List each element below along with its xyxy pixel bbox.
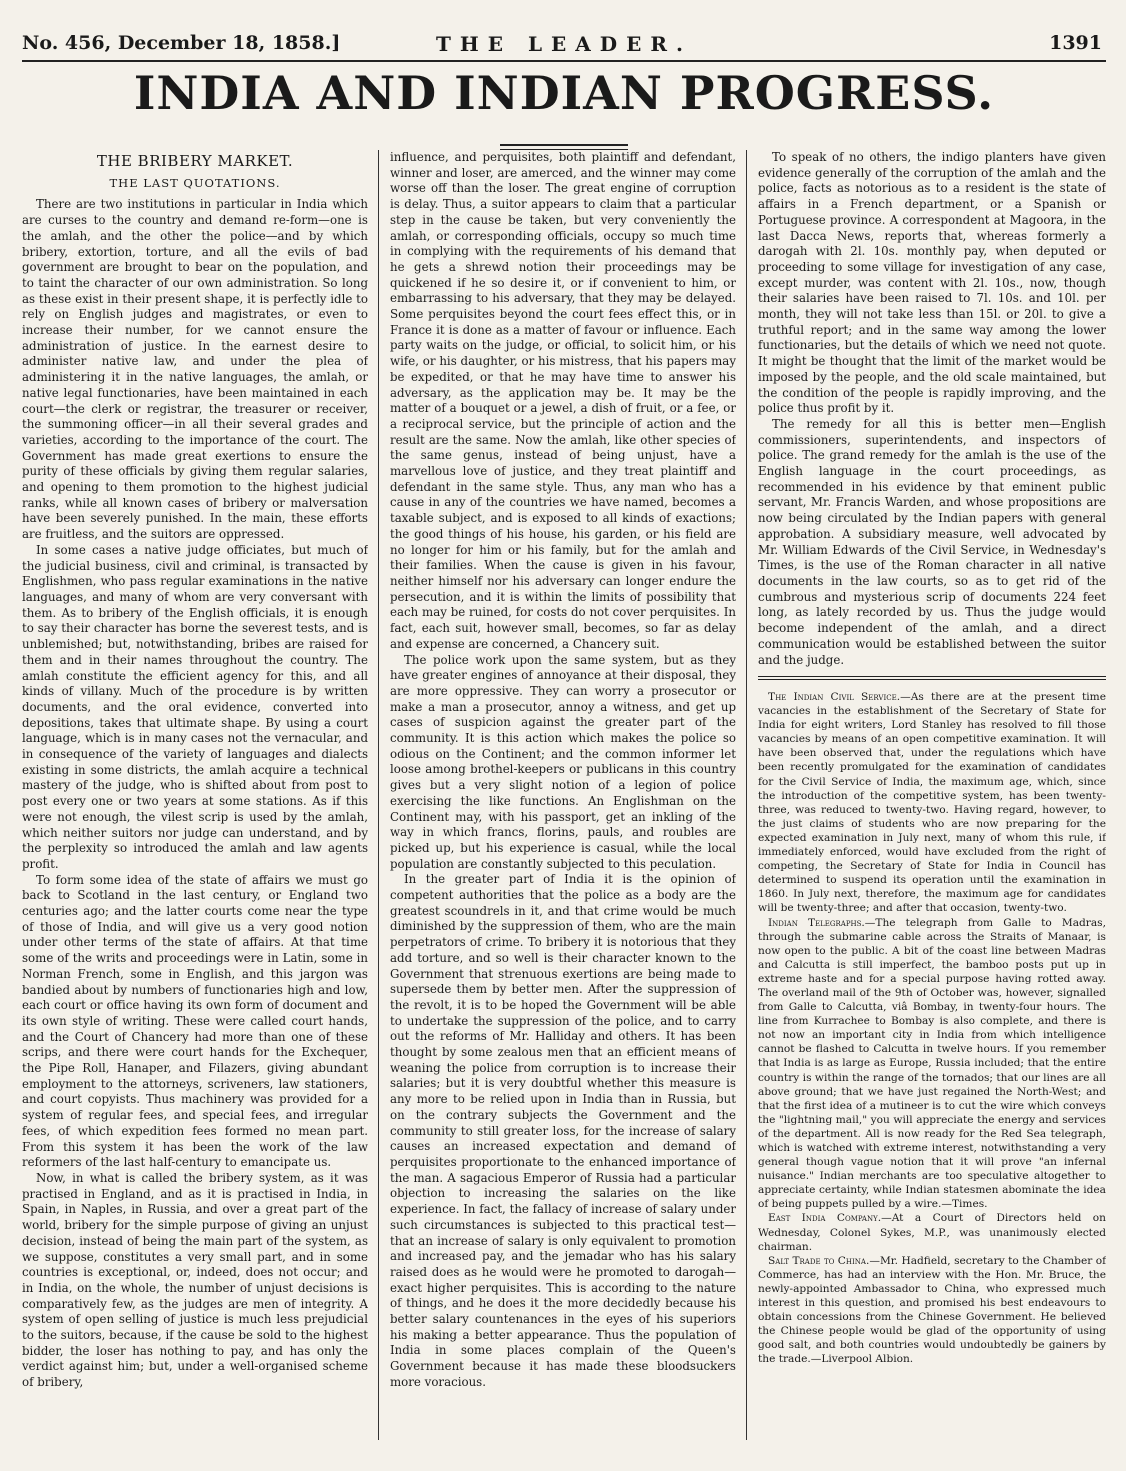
news-body: —The telegraph from Galle to Madras, through the submarine cable across the Straits of Manaar, is now open to the public. A bit of the coast line between Madras and Calcutta is still imperfect, the bamboo posts put up in extreme haste and for a special purpose having rotted away. The overland mail of the 9th of October was, however, signalled from Galle to Calcutta, viâ Bombay, in twenty-four hours. The line from Kurrachee to Bombay is also complete, and there is not now an important city in India from which intelligence cannot be flashed to Calcutta in twelve hours. If you remember that India is as large as Europe, Russia included; that the entire country is within the range of the tornados; that our lines are all above ground; that we have just regained the North-West; and that the first idea of a mutineer is to cut the wire which conveys the "lightning mail," you will appreciate the energy and services of the department. All is now ready for the Red Sea telegraph, which is watched with extreme interest, notwithstanding a very general though vague notion that it will prove "an infernal nuisance." Indian merchants are too speculative altogether to appreciate certainty, while Indian statesmen abominate the idea of being puppets pulled by a wire.—Times. (758, 916, 1106, 1211)
paragraph: To speak of no others, the indigo planters have given evidence generally of the corruption of the amlah and the police, facts as notorious as to a resident is the state of affairs in a French department, or a Spanish or Portuguese province. A correspondent at Magoora, in the last Dacca News, reports that, whereas formerly a darogah with 2l. 10s. monthly pay, when deputed or proceeding to some village for investigation of any case, except murder, was content with 2l. 10s., now, though their salaries have been raised to 7l. 10s. and 10l. per month, they will not take less than 15l. or 20l. to give a truthful report; and in the same way among the lower functionaries, but the details of which we need not quote. It might be thought that the limit of the market would be imposed by the people, and the old scale maintained, but the condition of the people is rapidly improving, and the police thus profit by it. (758, 150, 1106, 416)
paragraph: There are two institutions in particular in India which are curses to the country and demand re-form—one is the amlah, and the other the police—and by which bribery, extortion, torture, and all the evils of bad government are brought to bear on the population, and to taint the character of our own administration. So long as these exist in their present shape, it is perfectly idle to rely on English judges and magistrates, or even to increase their number, for we cannot ensure the administration of justice. In the earnest desire to administer native law, and under the plea of administering it in the native languages, the amlah, or native legal functionaries, have been maintained in each court—the clerk or registrar, the treasurer or receiver, the summoning officer—in all their several grades and varieties, according to the importance of the court. The Government has made great exertions to ensure the purity of these officials by giving them regular salaries, and opening to them promotion to the highest judicial ranks, while all known cases of bribery or malversation have been severely punished. In the main, these efforts are fruitless, and the suitors are oppressed. (22, 197, 368, 542)
article-continuation (758, 150, 1106, 670)
article-columns (22, 150, 1106, 1450)
news-heading: The Indian Civil Service. (768, 691, 901, 703)
paragraph: In some cases a native judge officiates, but much of the judicial business, civil and criminal, is transacted by Englishmen, who pass regular examinations in the native languages, and many of whom are very conversant with them. As to bribery of the English officials, it is enough to say their character has borne the severest tests, and is unblemished; but, notwithstanding, bribes are raised for them and in their names throughout the country. The amlah constitute the efficient agency for this, and all kinds of villany. Much of the procedure is by written documents, and the oral evidence, converted into depositions, takes that ultimate shape. By using a court language, which is in many cases not the vernacular, and in consequence of the variety of languages and dialects existing in some districts, the amlah acquire a technical mastery of the judge, who is shifted about from post to post every one or two years at some stations. As if this were not enough, the vilest scrip is used by the amlah, which neither suitors nor judge can understand, and by the perplexity so introduced the amlah and law agents profit. (22, 542, 368, 871)
news-heading: Indian Telegraphs. (768, 916, 865, 929)
running-head (22, 30, 1106, 62)
column-rule (378, 150, 379, 1440)
article-subtitle: THE LAST QUOTATIONS. (109, 175, 281, 190)
news-item (758, 916, 1106, 1212)
page-number: 1391 (1049, 32, 1102, 54)
news-body: —As there are at the present time vacancies in the establishment of the Secretary of State for India for eight writers, Lord Stanley has resolved to fill those vacancies by means of an open competitive examination. It will have been observed that, under the regulations which have been recently promulgated for the examination of candidates for the Civil Service of India, the maximum age, which, since the introduction of the competitive system, has been twenty-three, was reduced to twenty-two. Having regard, however, to the just claims of students who are now preparing for the expected examination in July next, many of whom this rule, if immediately enforced, would have excluded from the right of competing, the Secretary of State for India in Council has determined to suspend its operation until the examination in 1860. In July next, therefore, the maximum age for candidates will be twenty-three; and after that occasion, twenty-two. (758, 691, 1106, 915)
section-divider (758, 676, 1106, 680)
paragraph: Now, in what is called the bribery system, as it was practised in England, and as it is practised in India, in Spain, in Naples, in Russia, and over a great part of the world, bribery for the simple purpose of giving an unjust decision, instead of being the main part of the system, as we suppose, constitutes a very small part, and in some countries is exceptional, or, indeed, does not occur; and in India, on the whole, the number of unjust decisions is comparatively few, as the judges are men of integrity. A system of open selling of justice is much less prejudicial to the suitors, because, if the cause be sold to the highest bidder, the loser has nothing to pay, and has only the verdict against him; but, under a well-organised scheme of bribery, (22, 1171, 368, 1390)
column-1 (22, 150, 368, 1450)
paragraph: In the greater part of India it is the opinion of competent authorities that the police as a body are the greatest scoundrels in it, and that crime would be much diminished by the suppression of them, who are the main perpetrators of crime. To bribery it is notorious that they add torture, and so well is their character known to the Government that strenuous exertions are being made to supersede them by better men. After the suppression of the revolt, it is to be hoped the Government will be able to undertake the suppression of the police, and to carry out the reforms of Mr. Halliday and others. It has been thought by some zealous men that an efficient means of weaning the police from corruption is to increase their salaries; but it is very doubtful whether this measure is any more to be relied upon in India than in Russia, but on the contrary subjects the Government and the community to still greater loss, for the increase of salary causes an increased expectation and demand of perquisites proportionate to the enhanced importance of the man. A sagacious Emperor of Russia had a particular objection to increasing the salaries on the like experience. In fact, the fallacy of increase of salary under such circumstances is subjected to this practical test—that an increase of salary is only equivalent to promotion and increased pay, and the jemadar who has his salary raised does as he would were he promoted to darogah—exact higher perquisites. This is according to the nature of things, and he does it the more decidedly because his better salary countenances in the eyes of his superiors his making a better appearance. Thus the population of India in some places complain of the Queen's Government because it has made these bloodsuckers more voracious. (390, 872, 736, 1389)
publication-title: THE LEADER. (436, 32, 692, 56)
news-item (758, 1211, 1106, 1253)
section-masthead: INDIA AND INDIAN PROGRESS. (133, 66, 995, 120)
paragraph: The remedy for all this is better men—English commissioners, superintendents, and inspectors of police. The grand remedy for the amlah is the use of the English language in the court proceedings, as recommended in his evidence by that eminent public servant, Mr. Francis Warden, and whose propositions are now being circulated by the Indian papers with general approbation. A subsidiary measure, well advocated by Mr. William Edwards of the Civil Service, in Wednesday's Times, is the use of the Roman character in all native documents in the law courts, so as to get rid of the cumbrous and mysterious scrip of documents 224 feet long, as lately recorded by us. Thus the judge would become independent of the amlah, and a direct communication would be established between the suitor and the judge. (758, 416, 1106, 667)
column-rule (746, 150, 747, 1440)
news-item (758, 690, 1106, 916)
news-briefs (758, 690, 1106, 1450)
news-body: —At a Court of Directors held on Wednesday, Colonel Sykes, M.P., was unanimously elected chairman. (758, 1212, 1106, 1253)
news-item (758, 1254, 1106, 1367)
paragraph: The police work upon the same system, but as they have greater engines of annoyance at their disposal, they are more oppressive. They can worry a prosecutor or make a man a prosecutor, annoy a witness, and get up cases of suspicion against the greater part of the community. It is this action which makes the police so odious on the Continent; and the common informer let loose among brothel-keepers or publicans in this country gives but a very slight notion of a legion of police exercising the like functions. An Englishman on the Continent may, with his passport, get an inkling of the way in which francs, florins, pauls, and roubles are picked up, but his experience is casual, while the local population are constantly subjected to this peculation. (390, 652, 736, 871)
paragraph: To form some idea of the state of affairs we must go back to Scotland in the last century, or England two centuries ago; and the latter courts come near the type of those of India, and will give us a very good notion under other terms of the state of affairs. At that time some of the writs and proceedings were in Latin, some in Norman French, some in English, and this jargon was bandied about by numbers of functionaries high and low, each court or office having its own form of document and its own style of writing. These were called court hands, and the Court of Chancery had more than one of these scrips, and there were court hands for the Exchequer, the Pipe Roll, Hanaper, and Filazers, giving abundant employment to the attorneys, scriveners, law stationers, and court copyists. Thus machinery was provided for a system of regular fees, and special fees, and irregular fees, of which expedition fees formed no mean part. From this system it has been the work of the law reformers of the last half-century to emancipate us. (22, 872, 368, 1170)
news-heading: Salt Trade to China. (768, 1254, 870, 1267)
news-body: —Mr. Hadfield, secretary to the Chamber of Commerce, has had an interview with the Hon. Mr. Bruce, the newly-appointed Ambassador to China, who expressed much interest in this question, and promised his best endeavours to obtain concessions from the Chinese Government. He believed the Chinese people would be glad of the opportunity of using good salt, and both countries would undoubtedly be gainers by the trade.—Liverpool Albion. (758, 1254, 1106, 1366)
article-title: THE BRIBERY MARKET. (96, 152, 294, 170)
column-2 (390, 150, 736, 1450)
column-3 (758, 150, 1106, 1450)
issue-date: No. 456, December 18, 1858.] (22, 32, 341, 54)
paragraph: influence, and perquisites, both plaintiff and defendant, winner and loser, are amerced, and the winner may come worse off than the loser. The great engine of corruption is delay. Thus, a suitor appears to claim that a particular step in the cause be taken, but very conveniently the amlah, or corresponding officials, occupy so much time in complying with the requirements of his demand that he gets a shrewd notion their proceedings may be quickened if he so desire it, or if convenient to him, or embarrassing to his adversary, that they may be delayed. Some perquisites beyond the court fees effect this, or in France it is done as a matter of favour or influence. Each party waits on the judge, or official, to solicit him, or his wife, or his daughter, or his mistress, that his papers may be expedited, or that he may have time to answer his adversary, as the application may be. It may be the matter of a bouquet or a jewel, a dish of fruit, or a fee, or a reciprocal service, but the principle of action and the result are the same. Now the amlah, like other species of the same genus, instead of being unjust, have a marvellous love of justice, and they treat plaintiff and defendant in the same style. Thus, any man who has a cause in any of the countries we have named, becomes a taxable subject, and is exposed to all kinds of exactions; the good things of his house, his garden, or his field are no longer for him or his family, but for the amlah and their families. When the cause is given in his favour, neither himself nor his adversary can longer endure the persecution, and it is within the limits of possibility that each may be ruined, for costs do not cover perquisites. In fact, each suit, however small, becomes, so far as delay and expense are concerned, a Chancery suit. (390, 150, 736, 651)
news-heading: East India Company. (768, 1212, 882, 1225)
